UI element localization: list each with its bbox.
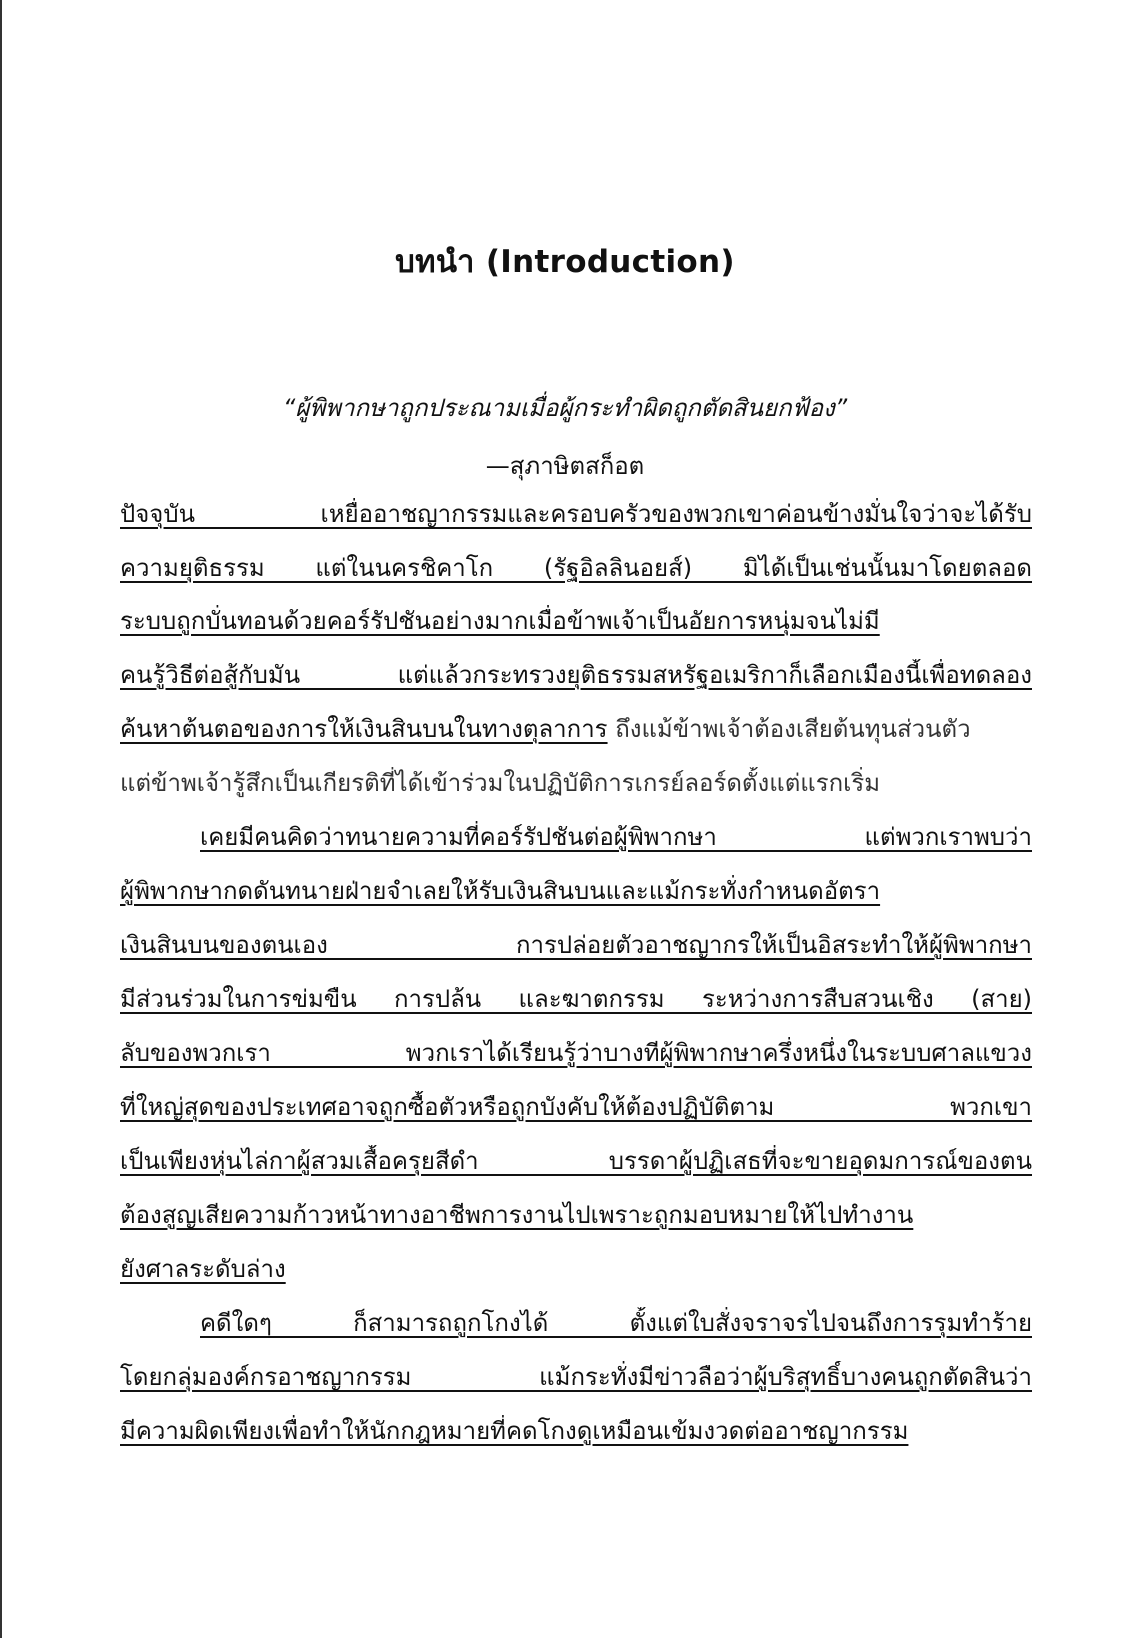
underlined-text: ผู้พิพากษากดดันทนายฝ่ายจำเลยให้รับเงินสินบนและแม้กระทั่งกำหนดอัตรา: [120, 877, 881, 905]
paragraph-2-line-1: [200, 821, 1032, 855]
underlined-text: เงินสินบนของตนเอง การปล่อยตัวอาชญากรให้เป็นอิสระทำให้ผู้พิพากษา: [120, 931, 1032, 959]
plain-text: ถึงแม้ข้าพเจ้าต้องเสียต้นทุนส่วนตัว: [607, 715, 971, 743]
epigraph-quote: “ผู้พิพากษาถูกประณามเมื่อผู้กระทำผิดถูกตัดสินยกฟ้อง”: [282, 394, 848, 422]
paragraph-2-line-7: [120, 1145, 1032, 1179]
underlined-text: ความยุติธรรม แต่ในนครชิคาโก (รัฐอิลลินอยส์) มิได้เป็นเช่นนั้นมาโดยตลอด: [120, 554, 1032, 582]
epigraph-attribution: —สุภาษิตสก็อต: [485, 452, 645, 480]
underlined-text: ค้นหาต้นตอของการให้เงินสินบนในทางตุลาการ: [120, 715, 608, 743]
underlined-text: คนรู้วิธีต่อสู้กับมัน แต่แล้วกระทรวงยุติธรรมสหรัฐอเมริกาก็เลือกเมืองนี้เพื่อทดลอง: [120, 661, 1032, 689]
page-title: บทนำ (Introduction): [395, 244, 735, 280]
paragraph-2-line-8: [120, 1199, 1032, 1233]
paragraph-1-line-5: [120, 713, 1032, 747]
paragraph-1-line-6: แต่ข้าพเจ้ารู้สึกเป็นเกียรติที่ได้เข้าร่วมในปฏิบัติการเกรย์ลอร์ดตั้งแต่แรกเริ่ม: [120, 769, 881, 797]
paragraph-3-line-2: [120, 1361, 1032, 1395]
paragraph-3-line-3: [120, 1415, 1032, 1449]
paragraph-2-line-4: [120, 983, 1032, 1017]
paragraph-2-line-2: [120, 875, 1032, 909]
underlined-text: ระบบถูกบั่นทอนด้วยคอร์รัปชันอย่างมากเมื่อข้าพเจ้าเป็นอัยการหนุ่มจนไม่มี: [120, 607, 880, 635]
underlined-text: เคยมีคนคิดว่าทนายความที่คอร์รัปชันต่อผู้พิพากษา แต่พวกเราพบว่า: [200, 823, 1032, 851]
paragraph-2-line-5: [120, 1037, 1032, 1071]
underlined-text: ลับของพวกเรา พวกเราได้เรียนรู้ว่าบางทีผู้พิพากษาครึ่งหนึ่งในระบบศาลแขวง: [120, 1039, 1032, 1067]
paragraph-3-line-1: [200, 1307, 1032, 1341]
underlined-text: คดีใดๆ ก็สามารถถูกโกงได้ ตั้งแต่ใบสั่งจราจรไปจนถึงการรุมทำร้าย: [200, 1309, 1032, 1337]
underlined-text: เป็นเพียงหุ่นไล่กาผู้สวมเสื้อครุยสีดำ บรรดาผู้ปฏิเสธที่จะขายอุดมการณ์ของตน: [120, 1147, 1032, 1175]
underlined-text: ยังศาลระดับล่าง: [120, 1255, 286, 1283]
underlined-text: ที่ใหญ่สุดของประเทศอาจถูกซื้อตัวหรือถูกบังคับให้ต้องปฏิบัติตาม พวกเขา: [120, 1093, 1032, 1121]
paragraph-1-line-4: [120, 659, 1032, 693]
paragraph-2-line-9: [120, 1253, 1032, 1287]
paragraph-1-line-3: [120, 605, 1032, 639]
paragraph-2-line-3: [120, 929, 1032, 963]
underlined-text: มีส่วนร่วมในการข่มขืน การปล้น และฆาตกรรม ระหว่างการสืบสวนเชิง (สาย): [120, 985, 1032, 1013]
underlined-text: โดยกลุ่มองค์กรอาชญากรรม แม้กระทั่งมีข่าวลือว่าผู้บริสุทธิ์บางคนถูกตัดสินว่า: [120, 1363, 1032, 1391]
paragraph-2-line-6: [120, 1091, 1032, 1125]
paragraph-1-line-1: [120, 498, 1032, 532]
underlined-text: มีความผิดเพียงเพื่อทำให้นักกฎหมายที่คดโกงดูเหมือนเข้มงวดต่ออาชญากรรม: [120, 1417, 909, 1445]
underlined-text: ปัจจุบัน เหยื่ออาชญากรรมและครอบครัวของพวกเขาค่อนข้างมั่นใจว่าจะได้รับ: [120, 500, 1032, 528]
paragraph-1-line-2: [120, 552, 1032, 586]
underlined-text: ต้องสูญเสียความก้าวหน้าทางอาชีพการงานไปเพราะถูกมอบหมายให้ไปทำงาน: [120, 1201, 914, 1229]
